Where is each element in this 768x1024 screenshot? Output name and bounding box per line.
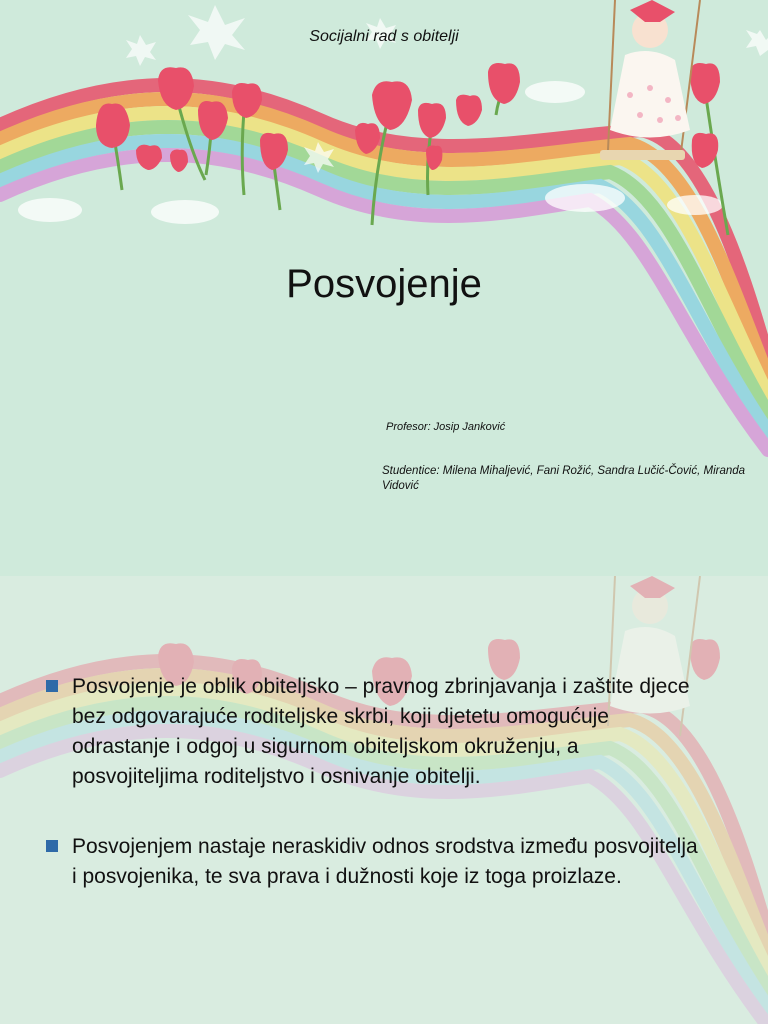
slide-title: Posvojenje [286,262,482,306]
bullet-text: Posvojenjem nastaje neraskidiv odnos srodstva između posvojitelja i posvojenika, te sva prava i dužnosti koje iz toga proizlaze. [72,835,698,888]
bullet-list [46,672,706,932]
professor-credit: Profesor: Josip Janković [386,421,506,433]
bullet-item [46,672,706,792]
square-bullet-icon [46,680,58,692]
square-bullet-icon [46,840,58,852]
course-subtitle: Socijalni rad s obitelji [309,28,459,45]
bullet-text: Posvojenje je oblik obiteljsko – pravnog zbrinjavanja i zaštite djece bez odgovarajuće roditeljske skrbi, koji djetetu omogućuje odrastanje i odgoj u sigurnom obiteljskom okruženju, a posvojiteljima roditeljstvo i osnivanje obitelji. [72,675,690,788]
bullet-item [46,832,706,892]
students-credit: Studentice: Milena Mihaljević, Fani Rožić, Sandra Lučić-Čović, Miranda Vidović [382,465,746,492]
content-slide [0,576,768,1024]
